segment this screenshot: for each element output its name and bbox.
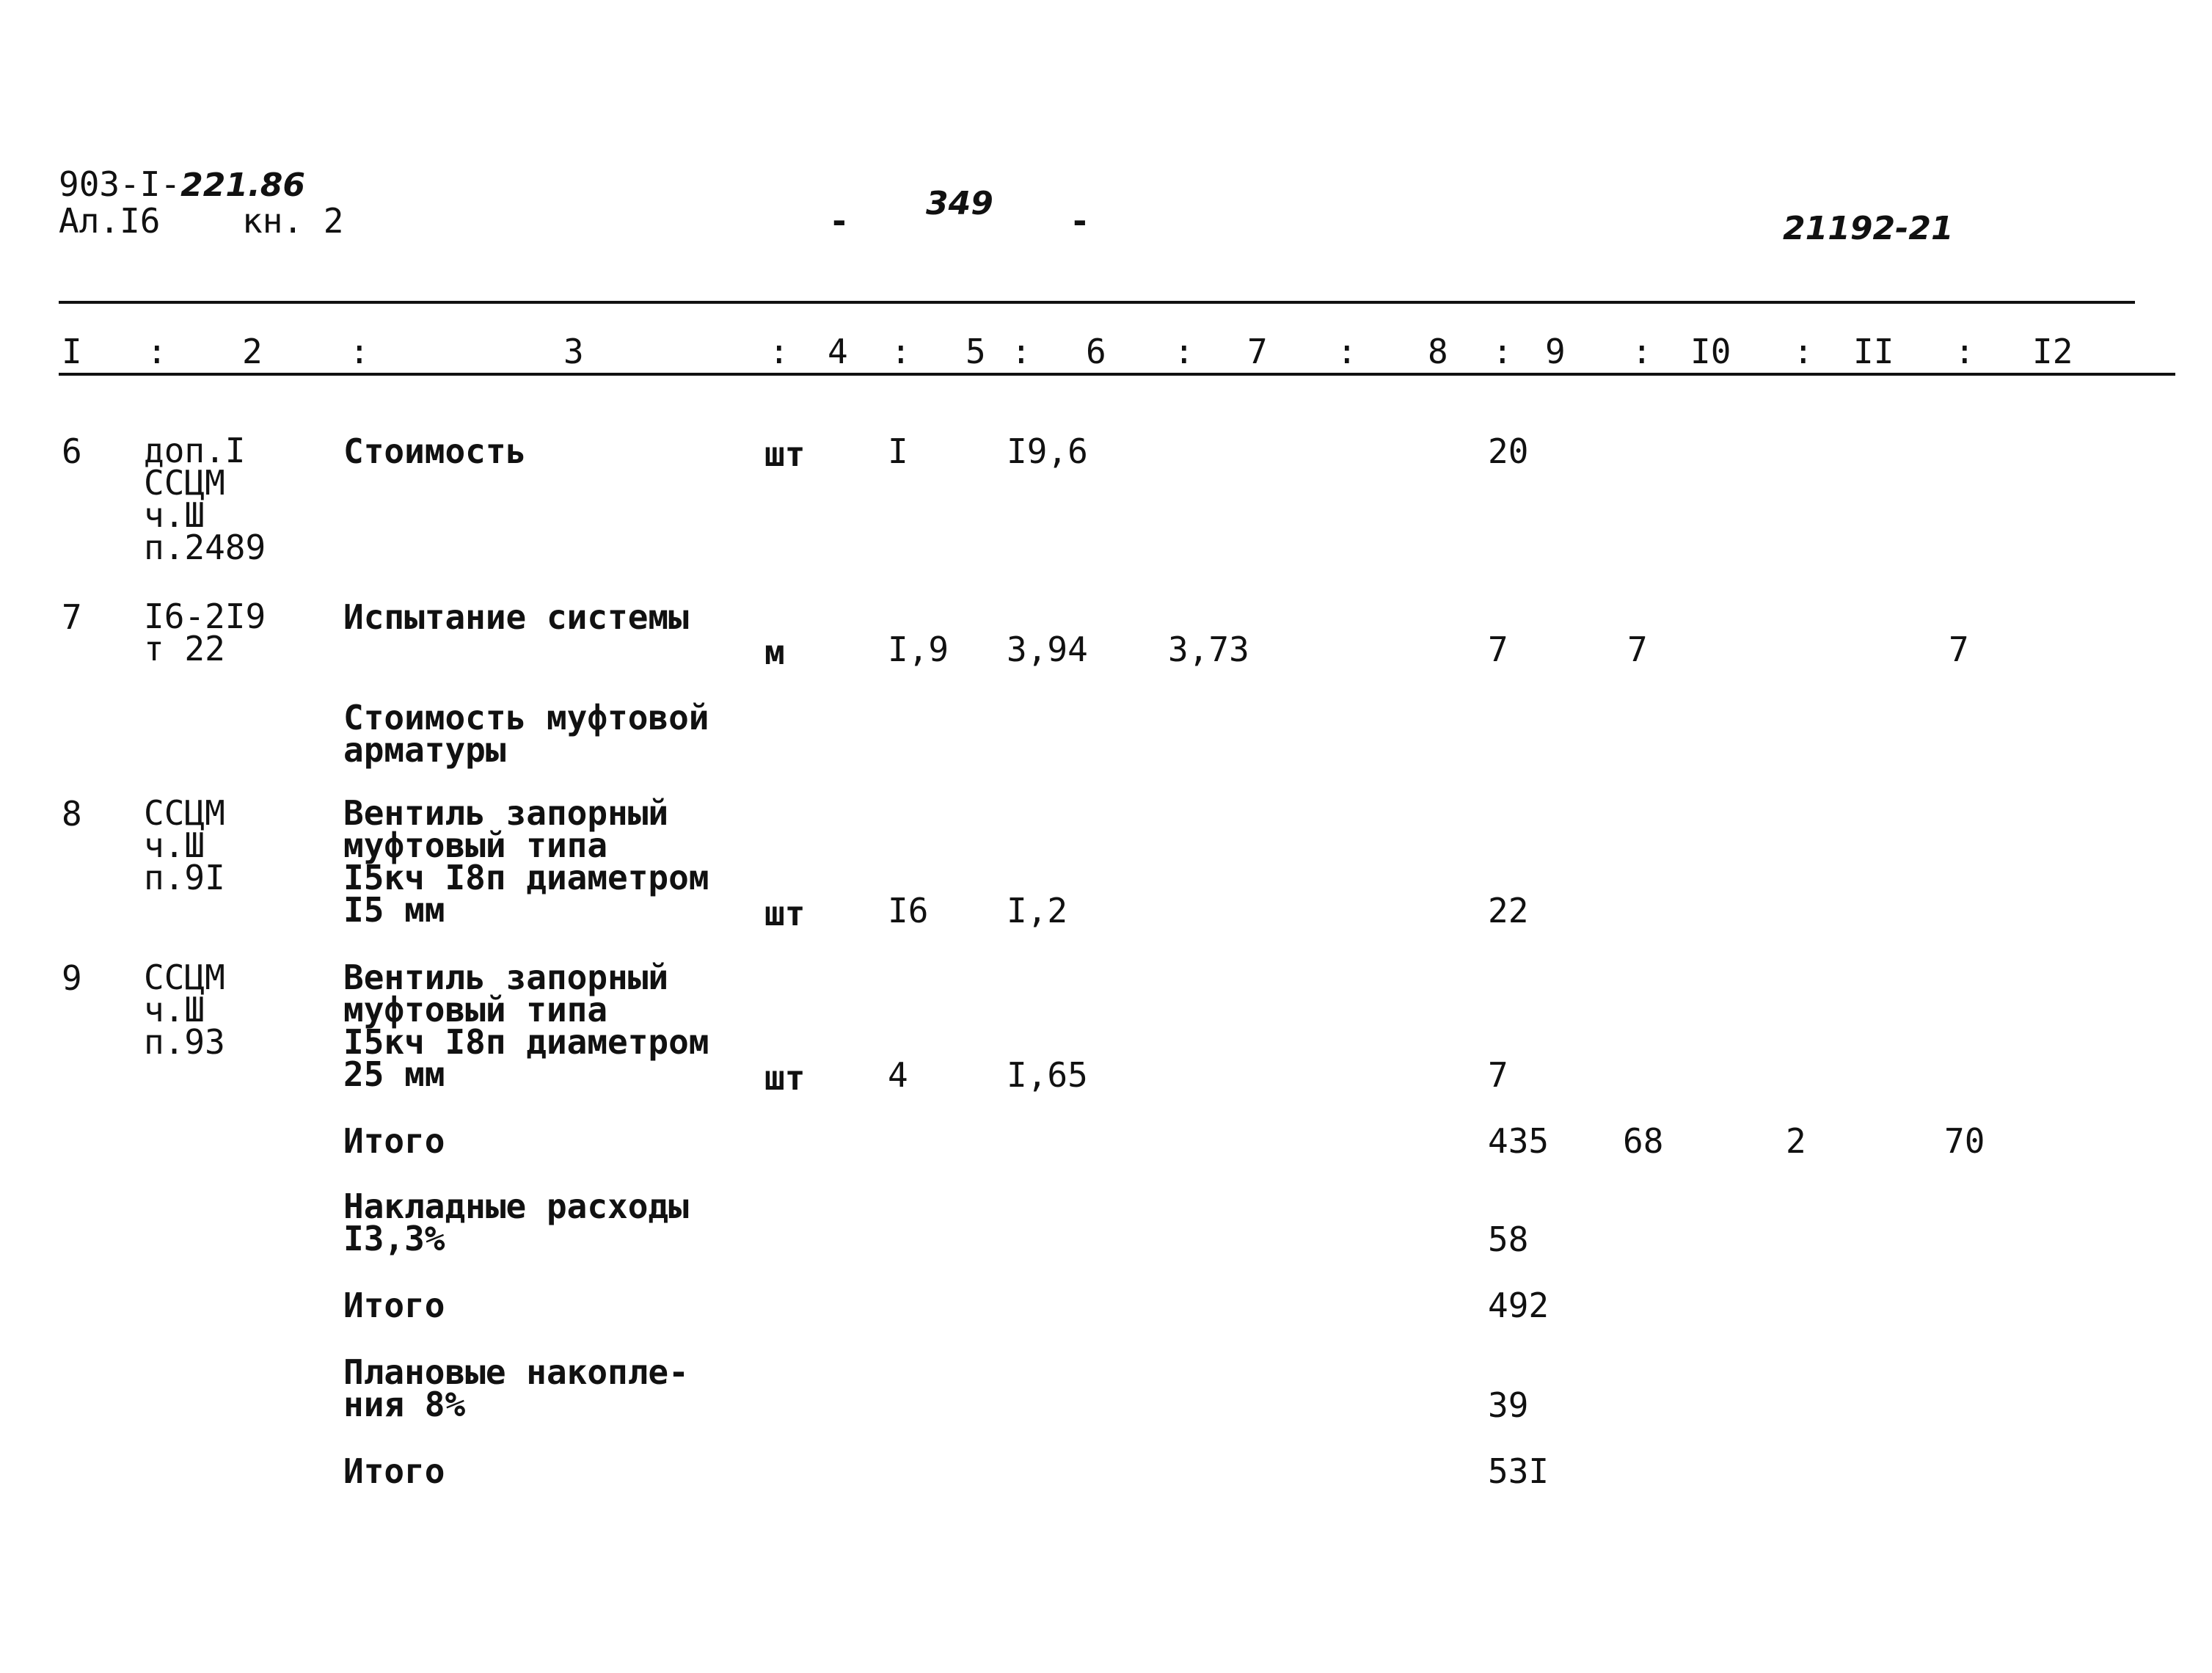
total-cost: 7 — [1488, 1055, 1508, 1095]
col-sep-11: : — [1954, 332, 1975, 371]
document-number: 21192-21 — [1783, 210, 1954, 247]
page-dash-right: - — [1070, 201, 1090, 241]
page-dash-left: - — [829, 201, 850, 241]
grand-total-label: Итого — [343, 1451, 445, 1491]
reference: ССЦМ ч.Ш п.9I — [144, 793, 225, 897]
total-cost: 22 — [1488, 891, 1529, 930]
book-label: кн. 2 — [242, 201, 344, 241]
reference: I6-2I9 т 22 — [144, 597, 266, 668]
item-name: Испытание системы — [343, 597, 689, 637]
unit-price: I,65 — [1007, 1055, 1088, 1095]
item-name: Вентиль запорный муфтовый типа I5кч I8п диаметром I5 мм — [343, 793, 709, 930]
total-cost: 58 — [1488, 1220, 1529, 1259]
grand-total-value: 53I — [1488, 1451, 1550, 1491]
document-code-handwritten: 221.86 — [180, 167, 305, 204]
col11-value: 2 — [1786, 1121, 1806, 1161]
col-sep-8: : — [1492, 332, 1513, 371]
reference: ССЦМ ч.Ш п.93 — [144, 958, 225, 1062]
reference: доп.I ССЦМ ч.Ш п.2489 — [144, 431, 266, 567]
unit-price: I,2 — [1007, 891, 1068, 930]
unit: м — [764, 633, 785, 672]
document-code-prefix: 903-I- — [59, 164, 181, 204]
col-header-8: 8 — [1428, 332, 1448, 371]
row-number: 7 — [62, 597, 82, 637]
unit: шт — [764, 1058, 806, 1098]
col-header-9: 9 — [1545, 332, 1566, 371]
unit: шт — [764, 434, 806, 474]
col-sep-1: : — [147, 332, 167, 371]
col-header-11: II — [1853, 332, 1894, 371]
col-sep-5: : — [1011, 332, 1032, 371]
col-sep-3: : — [769, 332, 789, 371]
col-sep-4: : — [891, 332, 911, 371]
row-number: 9 — [62, 958, 82, 998]
col10-value: 68 — [1623, 1121, 1664, 1161]
quantity: I,9 — [888, 630, 949, 669]
item-name: Стоимость — [343, 431, 527, 471]
col-header-6: 6 — [1086, 332, 1106, 371]
item-name: Вентиль запорный муфтовый типа I5кч I8п диаметром 25 мм — [343, 958, 709, 1094]
subtotal-label: Итого — [343, 1121, 445, 1161]
col-header-1: I — [62, 332, 82, 371]
total-cost: 7 — [1488, 630, 1508, 669]
col7-value: 3,73 — [1168, 630, 1249, 669]
section-subheading: Стоимость муфтовой арматуры — [343, 698, 709, 770]
col-header-12: I2 — [2032, 332, 2073, 371]
header-underline — [59, 373, 2175, 376]
row-number: 8 — [62, 794, 82, 834]
total-cost: 435 — [1488, 1121, 1550, 1161]
row-number: 6 — [62, 431, 82, 471]
col12-value: 70 — [1944, 1121, 1985, 1161]
total-cost: 39 — [1488, 1385, 1529, 1425]
overhead-label: Накладные расходы I3,3% — [343, 1187, 689, 1258]
col-header-7: 7 — [1247, 332, 1268, 371]
unit-price: 3,94 — [1007, 630, 1088, 669]
col10-value: 7 — [1627, 630, 1648, 669]
page-number: 349 — [926, 185, 993, 222]
col-header-4: 4 — [828, 332, 848, 371]
col-header-10: I0 — [1690, 332, 1731, 371]
col-sep-2: : — [349, 332, 370, 371]
col-header-2: 2 — [242, 332, 263, 371]
quantity: I — [888, 431, 908, 471]
top-rule — [59, 301, 2135, 304]
planned-accumulation-label: Плановые накопле- ния 8% — [343, 1352, 689, 1424]
album-label: Ал.I6 — [59, 201, 161, 241]
document-code — [59, 164, 305, 204]
col-sep-9: : — [1632, 332, 1652, 371]
col-header-5: 5 — [966, 332, 986, 371]
quantity: 4 — [888, 1055, 908, 1095]
unit: шт — [764, 894, 806, 933]
col12-value: 7 — [1949, 630, 1969, 669]
total-cost: 492 — [1488, 1286, 1550, 1325]
col-sep-10: : — [1793, 332, 1814, 371]
quantity: I6 — [888, 891, 929, 930]
total-cost: 20 — [1488, 431, 1529, 471]
col-sep-7: : — [1337, 332, 1357, 371]
col-sep-6: : — [1174, 332, 1194, 371]
subtotal-label: Итого — [343, 1286, 445, 1325]
col-header-3: 3 — [563, 332, 584, 371]
unit-price: I9,6 — [1007, 431, 1088, 471]
